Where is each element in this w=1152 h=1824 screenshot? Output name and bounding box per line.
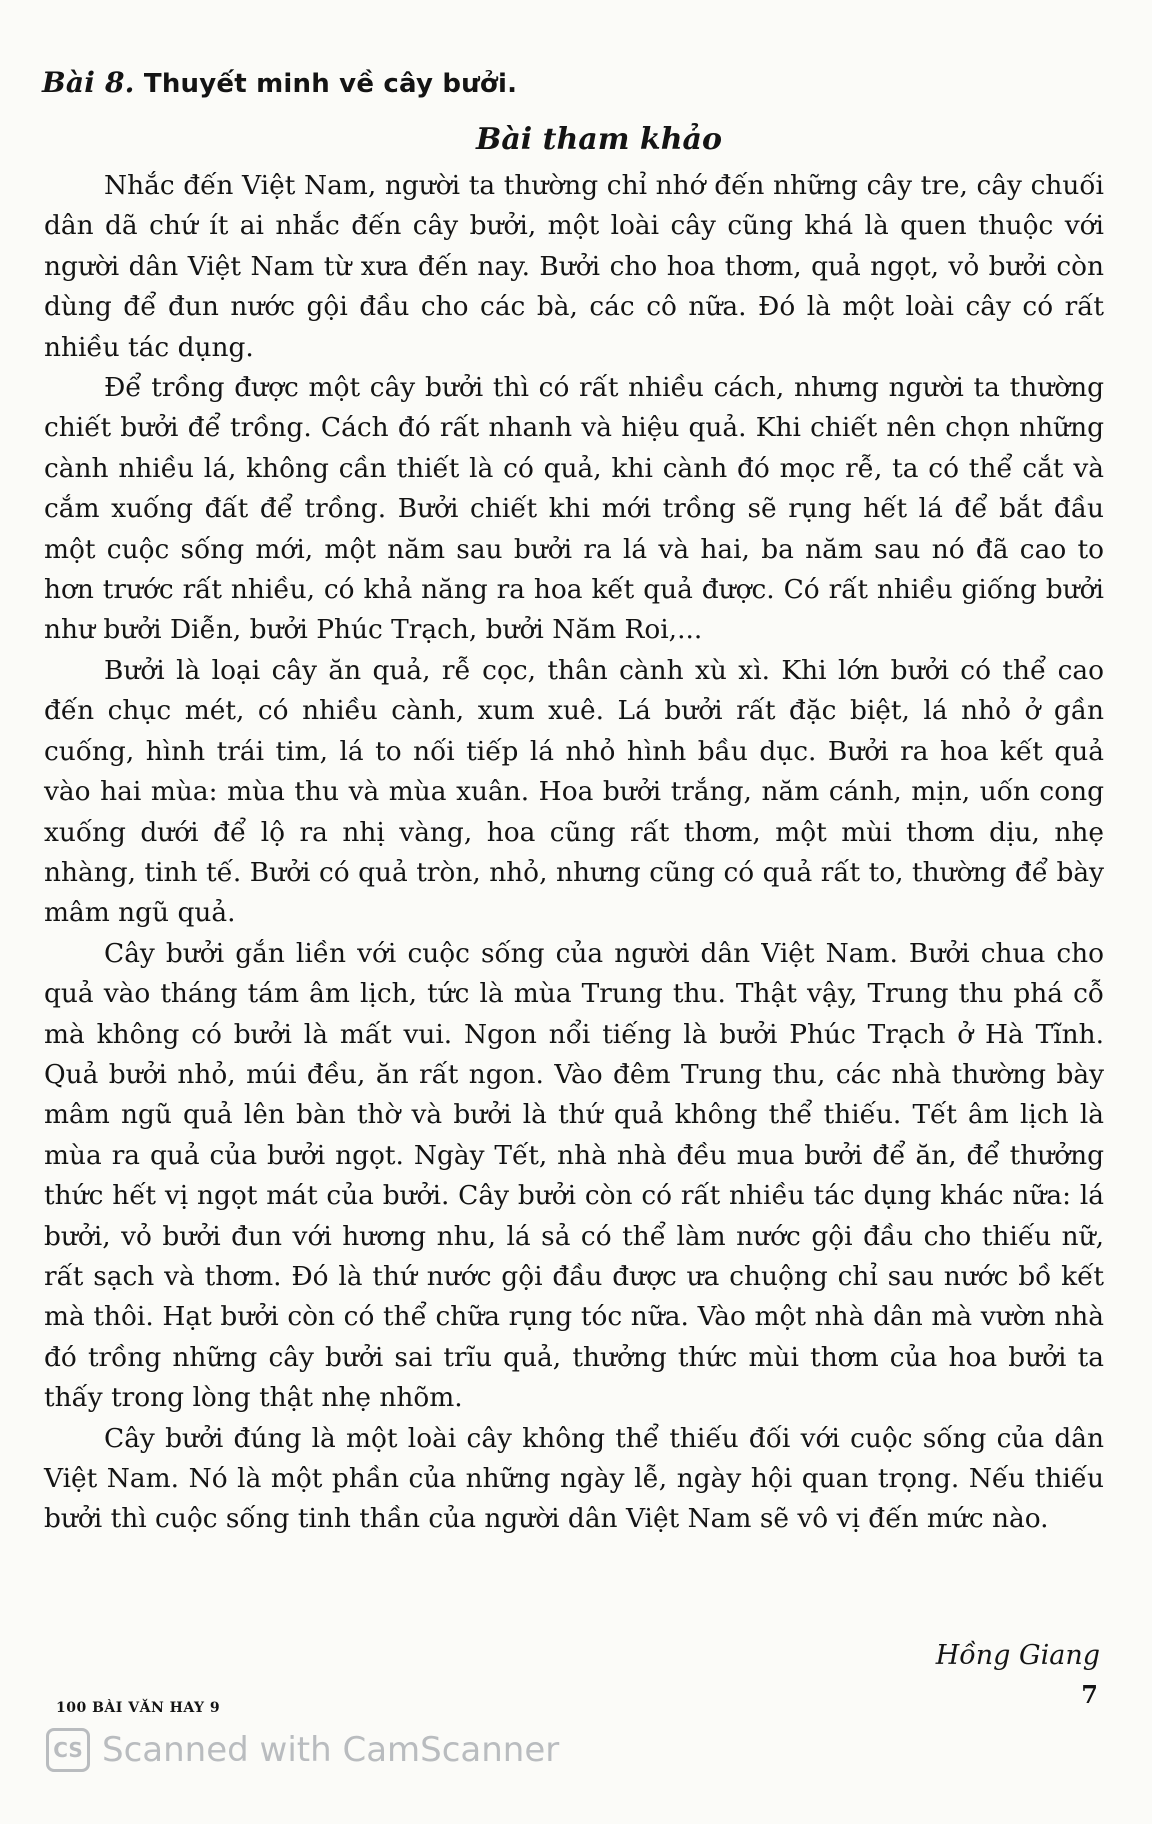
page-number: 7: [1081, 1680, 1098, 1709]
exercise-label: Bài 8.: [42, 66, 135, 99]
book-title: 100 BÀI VĂN HAY 9: [56, 1700, 221, 1716]
essay-body: [44, 166, 1104, 1540]
paragraph-1: Nhắc đến Việt Nam, người ta thường chỉ nhớ đến những cây tre, cây chuối dân dã chứ ít ai nhắc đến cây bưởi, một loài cây cũng khá là quen thuộc với người dân Việt Nam từ xưa đến nay. Bưởi cho hoa thơm, quả ngọt, vỏ bưởi còn dùng để đun nước gội đầu cho các bà, các cô nữa. Đó là một loài cây có rất nhiều tác dụng.: [44, 170, 1104, 363]
camscanner-logo-icon: CS: [46, 1728, 90, 1772]
watermark-text: Scanned with CamScanner: [102, 1730, 560, 1770]
paragraph-4: Cây bưởi gắn liền với cuộc sống của người dân Việt Nam. Bưởi chua cho quả vào tháng tám âm lịch, tức là mùa Trung thu. Thật vậy, Trung thu phá cỗ mà không có bưởi là mất vui. Ngon nổi tiếng là bưởi Phúc Trạch ở Hà Tĩnh. Quả bưởi nhỏ, múi đều, ăn rất ngon. Vào đêm Trung thu, các nhà thường bày mâm ngũ quả lên bàn thờ và bưởi là thứ quả không thể thiếu. Tết âm lịch là mùa ra quả của bưởi ngọt. Ngày Tết, nhà nhà đều mua bưởi để ăn, để thưởng thức hết vị ngọt mát của bưởi. Cây bưởi còn có rất nhiều tác dụng khác nữa: lá bưởi, vỏ bưởi đun với hương nhu, lá sả có thể làm nước gội đầu cho thiếu nữ, rất sạch và thơm. Đó là thứ nước gội đầu được ưa chuộng chỉ sau nước bồ kết mà thôi. Hạt bưởi còn có thể chữa rụng tóc nữa. Vào một nhà dân mà vườn nhà đó trồng những cây bưởi sai trĩu quả, thưởng thức mùi thơm của hoa bưởi ta thấy trong lòng thật nhẹ nhõm.: [44, 937, 1104, 1414]
reference-subheading: Bài tham khảo: [476, 122, 722, 157]
paragraph-2: Để trồng được một cây bưởi thì có rất nhiều cách, nhưng người ta thường chiết bưởi để trồng. Cách đó rất nhanh và hiệu quả. Khi chiết nên chọn những cành nhiều lá, không cần thiết là có quả, khi cành đó mọc rễ, ta có thể cắt và cắm xuống đất để trồng. Bưởi chiết khi mới trồng sẽ rụng hết lá để bắt đầu một cuộc sống mới, một năm sau bưởi ra lá và hai, ba năm sau nó đã cao to hơn trước rất nhiều, có khả năng ra hoa kết quả được. Có rất nhiều giống bưởi như bưởi Diễn, bưởi Phúc Trạch, bưởi Năm Roi,...: [44, 372, 1104, 646]
paragraph-3: Bưởi là loại cây ăn quả, rễ cọc, thân cành xù xì. Khi lớn bưởi có thể cao đến chục mét, có nhiều cành, xum xuê. Lá bưởi rất đặc biệt, lá nhỏ ở gần cuống, hình trái tim, lá to nối tiếp lá nhỏ hình bầu dục. Bưởi ra hoa kết quả vào hai mùa: mùa thu và mùa xuân. Hoa bưởi trắng, năm cánh, mịn, uốn cong xuống dưới để lộ ra nhị vàng, hoa cũng rất thơm, một mùi thơm dịu, nhẹ nhàng, tinh tế. Bưởi có quả tròn, nhỏ, nhưng cũng có quả rất to, thường để bày mâm ngũ quả.: [44, 654, 1104, 929]
exercise-heading: [42, 66, 517, 99]
camscanner-watermark: [46, 1728, 559, 1772]
paragraph-5: Cây bưởi đúng là một loài cây không thể thiếu đối với cuộc sống của dân Việt Nam. Nó là một phần của những ngày lễ, ngày hội quan trọng. Nếu thiếu bưởi thì cuộc sống tinh thần của người dân Việt Nam sẽ vô vị đến mức nào.: [44, 1422, 1104, 1535]
exercise-title: Thuyết minh về cây bưởi.: [143, 69, 518, 99]
author-name: Hồng Giang: [935, 1640, 1100, 1671]
